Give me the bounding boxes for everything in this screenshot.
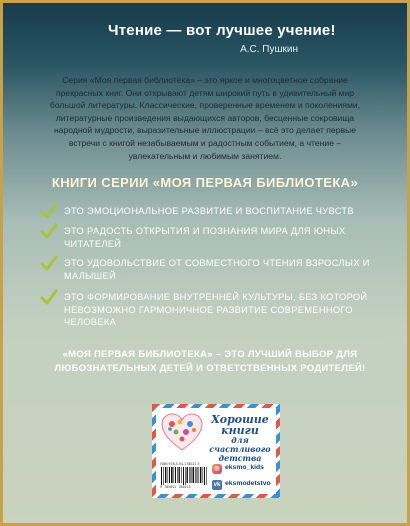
benefit-item — [40, 257, 380, 291]
heart-flowers-icon — [160, 412, 204, 452]
series-description: Серия «Моя первая библиотека» – это яркое и многоцветное собрание прекрасных книг. Они открывают детям широкий путь в удивительный мир большой литературы. Классические, проверенные временем и поколениями, литературные произведения выдающихся авторов, бесценные сокровища народной мудрости, выразительные иллюстрации – всё это делает первые встречи с книгой незабываемым и радостным событием, а чтение – увлекательным и любимым занятием. — [49, 75, 361, 161]
barcode-number: 9 785041 780215 — [160, 485, 191, 489]
series-heading: КНИГИ СЕРИИ «МОЯ ПЕРВАЯ БИБЛИОТЕКА» — [51, 175, 359, 190]
barcode-bars-icon — [160, 467, 208, 485]
checkmark-icon — [40, 289, 58, 307]
checkmark-icon — [40, 255, 58, 273]
social-links — [212, 463, 274, 495]
slogan-line: для счастливого — [209, 435, 271, 454]
benefit-text: ЭТО ФОРМИРОВАНИЕ ВНУТРЕННЕЙ КУЛЬТУРЫ, БЕЗ КОТОРОЙ НЕВОЗМОЖНО ГАРМОНИЧНОЕ РАЗВИТИЕ СОВРЕМЕННОГО ЧЕЛОВЕКА — [64, 292, 368, 327]
checkmark-icon — [40, 203, 58, 221]
benefit-text: ЭТО ЭМОЦИОНАЛЬНОЕ РАЗВИТИЕ И ВОСПИТАНИЕ ЧУВСТВ — [64, 206, 354, 216]
postage-stamp-label — [152, 404, 280, 498]
checkmark-icon — [40, 223, 58, 241]
epigraph-quote: Чтение — вот лучшее учение! — [108, 22, 336, 39]
stamp-slogan — [206, 414, 274, 463]
vk-icon-glyph: vk — [213, 482, 221, 488]
slogan-line: книги — [221, 424, 259, 437]
benefit-item — [40, 291, 380, 325]
instagram-icon-glyph: ◎ — [214, 466, 220, 472]
benefit-text: ЭТО РАДОСТЬ ОТКРЫТИЯ И ПОЗНАНИЯ МИРА ДЛЯ ЮНЫХ ЧИТАТЕЛЕЙ — [64, 226, 346, 249]
vk-icon — [212, 480, 222, 490]
benefit-item — [40, 225, 380, 259]
barcode — [160, 462, 208, 490]
instagram-icon — [212, 464, 222, 474]
social-handle: eksmo_kids — [225, 464, 264, 471]
epigraph-author: А.С. Пушкин — [240, 44, 298, 55]
social-handle: eksmodetstvo — [225, 480, 271, 487]
slogan-line: Хорошие — [211, 413, 269, 426]
social-instagram[interactable] — [212, 463, 274, 475]
benefit-text: ЭТО УДОВОЛЬСТВИЕ ОТ СОВМЕСТНОГО ЧТЕНИЯ ВЗРОСЛЫХ И МАЛЫШЕЙ — [64, 258, 370, 281]
slogan-line: детства — [218, 453, 262, 463]
closing-statement: «МОЯ ПЕРВАЯ БИБЛИОТЕКА» – ЭТО ЛУЧШИЙ ВЫБОР ДЛЯ ЛЮБОЗНАТЕЛЬНЫХ ДЕТЕЙ И ОТВЕТСТВЕННЫХ РОДИТЕЛЕЙ! — [54, 349, 366, 374]
isbn-text: ISBN 978-5-04-178021-5 — [160, 462, 200, 466]
social-vk[interactable] — [212, 479, 274, 491]
